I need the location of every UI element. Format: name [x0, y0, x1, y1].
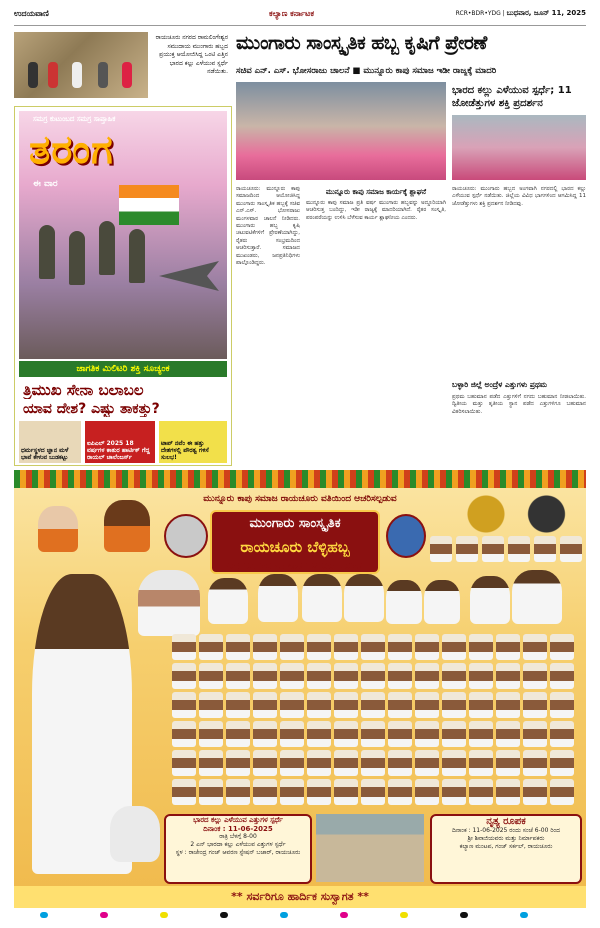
member-photo: [388, 779, 412, 805]
member-photo: [280, 663, 304, 689]
tarang-magazine-ad: [14, 106, 232, 466]
leader-photo: [534, 536, 556, 562]
deity-icons: [464, 492, 574, 536]
member-photo: [469, 779, 493, 805]
box2-venue: ಕಲ್ಯಾಣ ಮಂಟಪ, ಗಂಜ್ ಸರ್ಕಲ್, ರಾಯಚೂರು: [459, 843, 553, 850]
member-photo: [253, 692, 277, 718]
member-photo: [415, 721, 439, 747]
member-photo: [361, 721, 385, 747]
registration-mark: [520, 912, 528, 918]
member-photo: [442, 779, 466, 805]
paper-name: ಉದಯವಾಣಿ: [14, 9, 49, 18]
thumb-text: ಟಾಪ್ ನವೆಂ ಈ ಹತ್ತು ದೇಶಗಳಲ್ಲಿ ಪೌರತ್ವ ಗಳಿಸೆ ಸುಲಭ!: [161, 440, 209, 461]
member-photo: [361, 750, 385, 776]
leader-portrait: [512, 570, 562, 624]
member-photo: [523, 634, 547, 660]
box2-heading: ನೃತ್ಯ ರೂಪಕ: [486, 816, 526, 827]
leader-photo: [560, 536, 582, 562]
leader-portrait-circle: [386, 514, 426, 558]
section-name: ಕಲ್ಯಾಣ ಕರ್ನಾಟಕ: [269, 9, 315, 18]
edition-code: RCR•BDR•YDG: [455, 10, 501, 17]
box2-date: ದಿನಾಂಕ : 11-06-2025 ರಂದು ಸಂಜೆ 6-00 ರಿಂದ: [451, 827, 561, 834]
leader-portrait: [302, 574, 342, 622]
member-photo: [442, 750, 466, 776]
member-photo: [334, 634, 358, 660]
member-photo: [442, 663, 466, 689]
member-photo: [550, 779, 574, 805]
leader-photo: [456, 536, 478, 562]
photo-caption: ರಾಯಚೂರು ನಗರದ ರಾಮಲಿಂಗೇಶ್ವರ ಸಮುದಾಯ ಮುಂಗಾರು ಹಬ್ಬದ ಪ್ರಯುಕ್ತ ಆಯೋಜಿಸಿದ್ದ ಒಂಟಿ ಎತ್ತಿನ ಭಾರದ ಕಲ್ಲು ಎಳೆಯುವ ಸ್ಪರ್ಧೆ ನಡೆಯಿತು.: [155, 34, 228, 75]
member-photo: [550, 750, 574, 776]
member-photo: [334, 779, 358, 805]
member-photo: [523, 721, 547, 747]
edition-date: RCR•BDR•YDG | ಬುಧವಾರ, ಜೂನ್ 11, 2025: [455, 9, 586, 17]
article-column-2-head: ಮುನ್ನೂರು ಕಾಪು ಸಮಾಜ ಕಾರ್ಯಕ್ಕೆ ಶ್ಲಾಘನೆ: [325, 188, 427, 196]
box1-date: ದಿನಾಂಕ : 11-06-2025: [203, 825, 273, 833]
box1-time: ರಾತ್ರಿ ಬೆಳಗ್ಗೆ 8-00: [219, 833, 257, 840]
leader-portrait: [258, 574, 298, 622]
registration-mark: [100, 912, 108, 918]
member-photo: [415, 663, 439, 689]
member-photo: [496, 634, 520, 660]
temple-photo: [164, 514, 208, 558]
member-photo: [388, 663, 412, 689]
article-column-3: ರಾಯಚೂರು: ಮುಂಗಾರು ಹಬ್ಬದ ಅಂಗವಾಗಿ ನಗರದಲ್ಲಿ ಭಾರದ ಕಲ್ಲು ಎಳೆಯುವ ಸ್ಪರ್ಧೆ ನಡೆಯಿತು. ಜಿಲ್ಲೆಯ ವಿವಿಧ ಭಾಗಗಳಿಂದ ಆಗಮಿಸಿದ್ದ 11 ಜೋಡೆತ್ತುಗಳು ಶಕ್ತಿ ಪ್ರದರ್ಶನ ನೀಡಿದವು.: [452, 186, 586, 207]
registration-mark: [400, 912, 408, 918]
member-photo: [253, 721, 277, 747]
leader-photo: [430, 536, 452, 562]
tarang-cover: [19, 111, 227, 359]
member-photo: [172, 692, 196, 718]
member-photo: [496, 663, 520, 689]
member-photo: [496, 779, 520, 805]
member-photo: [307, 750, 331, 776]
fighter-jets: [159, 261, 219, 291]
member-photo: [388, 721, 412, 747]
member-photo: [172, 663, 196, 689]
member-photo: [280, 692, 304, 718]
registration-mark: [280, 912, 288, 918]
member-photo: [469, 663, 493, 689]
member-photo: [550, 634, 574, 660]
tarang-thumbnails: [19, 421, 227, 463]
member-photo: [226, 750, 250, 776]
main-headline: ಮುಂಗಾರು ಸಾಂಸ್ಕೃತಿಕ ಹಬ್ಬ ಕೃಷಿಗೆ ಪ್ರೇರಣೆ: [236, 32, 487, 54]
member-photo: [415, 779, 439, 805]
member-photo: [172, 779, 196, 805]
thumb-text: ಐಪಿಎಲ್ 2025 18 ವರ್ಷಗಳ ಕಾತುರ ಹಾರ್ಟಿಕ್ ಗೆದ್ದ ರಾಯಲ್ ಚಾಲೆಂಜರ್ಸ್: [87, 440, 150, 461]
member-photo: [523, 750, 547, 776]
member-photo: [523, 663, 547, 689]
right-headline: ಭಾರದ ಕಲ್ಲು ಎಳೆಯುವ ಸ್ಪರ್ಧೆ; 11 ಜೋಡೆತ್ತುಗಳ ಶಕ್ತಿ ಪ್ರದರ್ಶನ: [452, 85, 572, 109]
festival-advertisement: [14, 470, 586, 908]
soldier-figure: [129, 229, 145, 283]
swamiji-portrait: [104, 500, 150, 552]
member-photo: [523, 692, 547, 718]
member-photo: [307, 721, 331, 747]
member-photo: [523, 779, 547, 805]
member-photo: [307, 634, 331, 660]
registration-mark: [340, 912, 348, 918]
tarang-strip: ಜಾಗತಿಕ ಮಿಲಿಟರಿ ಶಕ್ತಿ ಸೂಚ್ಯಂಕ: [19, 361, 227, 377]
article-column-3-head: ಬಳ್ಳಾರಿ ಜಿಲ್ಲೆ ಅಂದ್ರೆಳ ಎತ್ತುಗಳು ಪ್ರಥಮ: [452, 380, 548, 389]
dance-program-box: [430, 814, 582, 884]
member-photo: [307, 779, 331, 805]
member-photo: [226, 721, 250, 747]
member-photo: [550, 663, 574, 689]
article-column-4: ಪ್ರಥಮ ಬಹುಮಾನ ಪಡೆದ ಎತ್ತುಗಳಿಗೆ ನಗದು ಬಹುಮಾನ ನೀಡಲಾಯಿತು. ದ್ವಿತೀಯ ಮತ್ತು ತೃತೀಯ ಸ್ಥಾನ ಪಡೆದ ಎತ್ತುಗಳಿಗೂ ಬಹುಮಾನ ವಿತರಿಸಲಾಯಿತು.: [452, 394, 586, 415]
member-photo: [280, 750, 304, 776]
member-photo-grid: [172, 634, 582, 810]
member-photo: [253, 663, 277, 689]
member-photo: [469, 692, 493, 718]
member-photo: [388, 692, 412, 718]
garland-border: [14, 470, 586, 488]
member-photo: [199, 663, 223, 689]
member-photo: [550, 692, 574, 718]
member-photo: [550, 721, 574, 747]
member-photo: [334, 721, 358, 747]
masthead: [14, 4, 586, 26]
member-photo: [469, 634, 493, 660]
bullock-race-photo-ad: [316, 814, 424, 882]
issue-date: ಬುಧವಾರ, ಜೂನ್ 11, 2025: [506, 9, 586, 17]
member-photo: [172, 750, 196, 776]
thumb-text: ಧರ್ಮಸ್ಥಳದ ಜ್ಞಾನ ಮಳೆ ಭಾಪೆ ಕೇಳುವ ಬುಡಕಟ್ಟು: [21, 447, 69, 461]
soldier-figure: [99, 221, 115, 275]
member-photo: [253, 634, 277, 660]
member-photo: [361, 779, 385, 805]
member-photo: [280, 779, 304, 805]
leader-portrait: [424, 580, 460, 624]
member-photo: [307, 663, 331, 689]
tarang-title: ತರಂಗ: [29, 127, 114, 173]
member-photo: [415, 634, 439, 660]
member-photo: [496, 692, 520, 718]
leader-portrait: [208, 578, 248, 624]
registration-mark: [40, 912, 48, 918]
felicitation-photo: [452, 115, 586, 180]
member-photo: [334, 692, 358, 718]
inauguration-photo: [236, 82, 446, 180]
registration-mark: [460, 912, 468, 918]
member-photo: [442, 692, 466, 718]
tarang-tagline: ಸಮಗ್ರ ಕುಟುಂಬದ ಸಮಗ್ರ ಸಾಪ್ತಾಹಿಕ: [33, 115, 116, 123]
leader-photo: [482, 536, 504, 562]
member-photo: [199, 634, 223, 660]
member-photo: [226, 634, 250, 660]
festival-dates: 08-06-2025 ರಿಂದ 12-06-2025: [227, 562, 363, 572]
swamiji-portrait: [38, 506, 78, 552]
cow-figure: [110, 806, 160, 862]
tarang-question-1: ತ್ರಿಮುಖ ಸೇನಾ ಬಲಾಬಲ: [23, 381, 144, 399]
article-column-2: ಮುನ್ನೂರು ಕಾಪು ಸಮಾಜ ಪ್ರತಿ ವರ್ಷ ಮುಂಗಾರು ಹಬ್ಬವನ್ನು ಅದ್ದೂರಿಯಾಗಿ ಆಚರಿಸುತ್ತ ಬಂದಿದ್ದು, ಇಡೀ ರಾಜ್ಯಕ್ಕೆ ಮಾದರಿಯಾಗಿದೆ. ರೈತರ ಸಂಸ್ಕೃತಿ, ಪರಂಪರೆಯನ್ನು ಉಳಿಸಿ ಬೆಳೆಸುವ ಕಾರ್ಯ ಶ್ಲಾಘನೀಯ ಎಂದರು.: [306, 200, 446, 221]
member-photo: [496, 721, 520, 747]
member-photo: [334, 663, 358, 689]
member-photo: [388, 634, 412, 660]
registration-mark: [160, 912, 168, 918]
member-photo: [415, 692, 439, 718]
indian-flag: [119, 185, 179, 225]
member-photo: [226, 663, 250, 689]
member-photo: [199, 779, 223, 805]
member-photo: [199, 721, 223, 747]
member-photo: [199, 750, 223, 776]
member-photo: [415, 750, 439, 776]
soldier-figure: [39, 225, 55, 279]
member-photo: [361, 634, 385, 660]
member-photo: [280, 721, 304, 747]
tarang-day: ಈ ವಾರ: [33, 179, 58, 189]
ad-organizer-band: ಮುನ್ನೂರು ಕಾಪು ಸಮಾಜ ರಾಯಚೂರು ವತಿಯಿಂದ ಆಚರಿಸಲ್ಪಡುವ: [203, 494, 397, 504]
member-photo: [172, 634, 196, 660]
member-photo: [469, 750, 493, 776]
tarang-thumb-3: [159, 421, 227, 463]
member-photo: [442, 634, 466, 660]
leader-photo: [508, 536, 530, 562]
box1-venue: ಸ್ಥಳ : ರಾಜೇಂದ್ರ ಗಂಜ್ ಆವರಣ ಸ್ಟೇಷನ್ ಬಜಾರ್, ರಾಯಚೂರು: [175, 849, 301, 856]
welcome-footer: ** ಸರ್ವರಿಗೂ ಹಾರ್ದಿಕ ಸುಸ್ವಾಗತ **: [14, 886, 586, 908]
leader-portrait: [470, 576, 510, 624]
festival-title-line1: ಮುಂಗಾರು ಸಾಂಸ್ಕೃತಿಕ: [249, 516, 341, 531]
member-photo: [361, 663, 385, 689]
bullock-race-photo: [14, 32, 148, 98]
member-photo: [226, 692, 250, 718]
member-photo: [361, 692, 385, 718]
tarang-thumb-1: [19, 421, 81, 463]
member-photo: [334, 750, 358, 776]
tarang-thumb-2: [85, 421, 155, 463]
minister-portrait: [138, 570, 200, 636]
box1-event: 2 ಎನ್ ಭಾರದಾ ಕಲ್ಲು ಎಳೆಯುವ ಎತ್ತುಗಳ ಸ್ಪರ್ಧೆ: [190, 841, 286, 848]
box2-performers: ಶ್ರೀ ಶಿವಾಜಿಯವರು ಮತ್ತು ನಿರ್ಮಾಪಕರು: [467, 835, 545, 842]
leader-portrait: [386, 580, 422, 624]
member-photo: [442, 721, 466, 747]
member-photo: [280, 634, 304, 660]
member-photo: [388, 750, 412, 776]
member-photo: [253, 779, 277, 805]
sub-headline: ಸಚಿವ ಎನ್. ಎಸ್. ಭೋಸರಾಜು ಚಾಲನೆ ■ ಮುನ್ನೂರು ಕಾಪು ಸಮಾಜ ಇಡೀ ರಾಜ್ಯಕ್ಕೆ ಮಾದರಿ: [236, 66, 497, 76]
member-photo: [253, 750, 277, 776]
box1-heading: ಭಾರದ ಕಲ್ಲು ಎಳೆಯುವ ಎತ್ತುಗಳ ಸ್ಪರ್ಧೆ: [193, 816, 283, 824]
soldier-figure: [69, 231, 85, 285]
leader-portrait: [344, 574, 384, 622]
festival-title-line2: ರಾಯಚೂರು ಬೆಳ್ಳಿಹಬ್ಬ: [240, 538, 350, 556]
member-photo: [172, 721, 196, 747]
article-column-1: ರಾಯಚೂರು: ಮುನ್ನೂರು ಕಾಪು ಸಮಾಜದಿಂದ ಆಯೋಜಿಸಿದ್ದ ಮುಂಗಾರು ಸಾಂಸ್ಕೃತಿಕ ಹಬ್ಬಕ್ಕೆ ಸಚಿವ ಎನ್.ಎಸ್. ಭೋಸರಾಜು ಮಂಗಳವಾರ ಚಾಲನೆ ನೀಡಿದರು. ಮುಂಗಾರು ಹಬ್ಬ ಕೃಷಿ ಚಟುವಟಿಕೆಗಳಿಗೆ ಪ್ರೇರಣೆಯಾಗಿದ್ದು, ರೈತರು ಸಂಭ್ರಮದಿಂದ ಆಚರಿಸುತ್ತಾರೆ. ಸಮಾಜದ ಮುಖಂಡರು, ಜನಪ್ರತಿನಿಧಿಗಳು ಪಾಲ್ಗೊಂಡಿದ್ದರು.: [236, 186, 300, 267]
member-photo: [496, 750, 520, 776]
member-photo: [469, 721, 493, 747]
member-photo: [307, 692, 331, 718]
bullock-race-box: [164, 814, 312, 884]
member-photo: [199, 692, 223, 718]
tarang-question-2: ಯಾವ ದೇಶ? ಎಷ್ಟು ತಾಕತ್ತು?: [23, 401, 160, 417]
member-photo: [226, 779, 250, 805]
registration-mark: [220, 912, 228, 918]
